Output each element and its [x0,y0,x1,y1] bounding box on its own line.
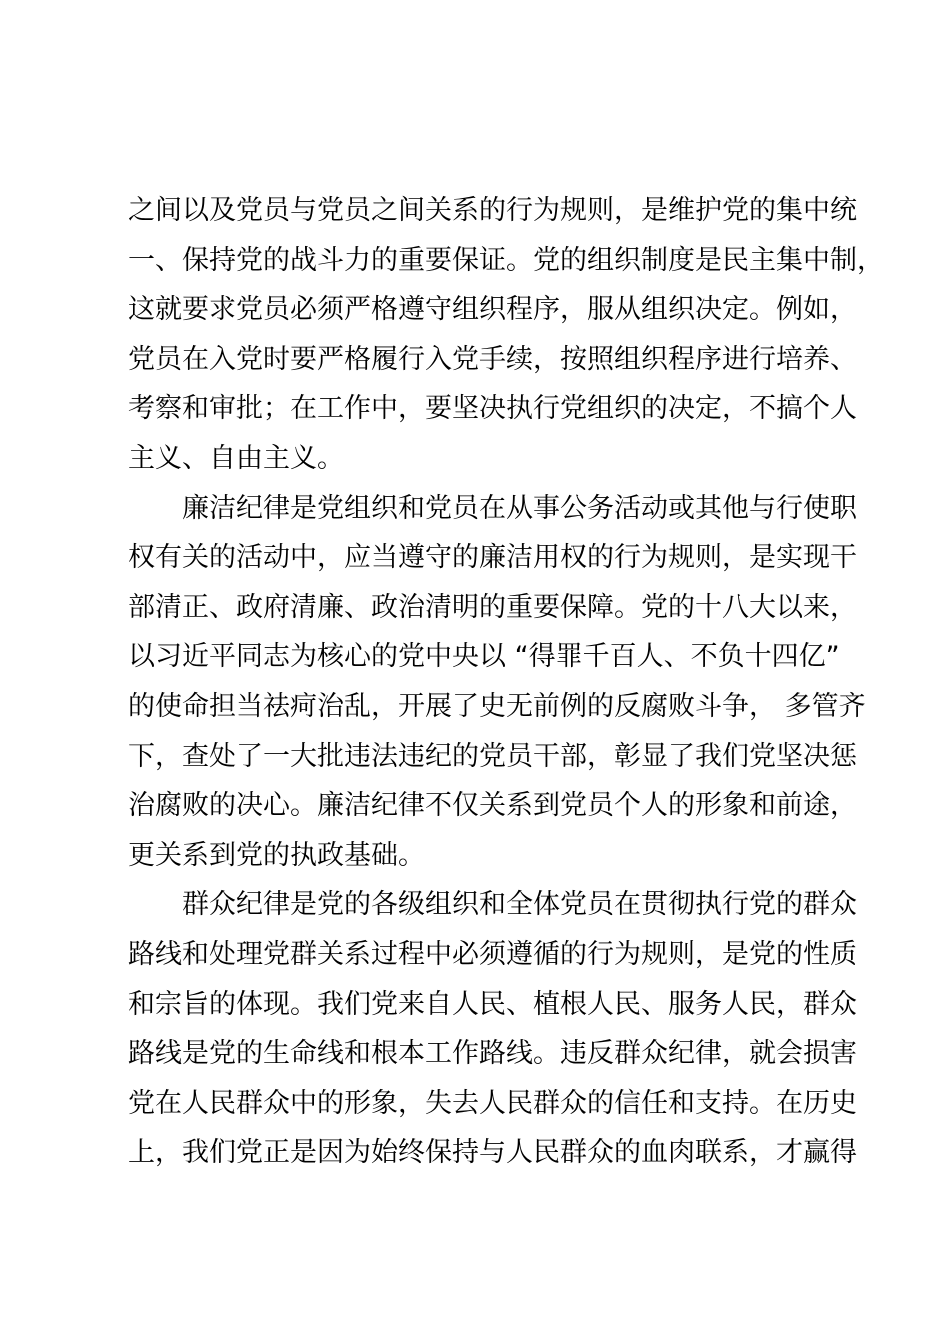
text-line: 群众纪律是党的各级组织和全体党员在贯彻执行党的群众 [182,889,857,921]
text-line: 的使命担当祛疴治乱，开展了史无前例的反腐败斗争， 多管齐 [128,690,866,722]
text-line: 上，我们党正是因为始终保持与人民群众的血肉联系，才赢得 [128,1137,857,1169]
paragraph-mass-discipline [128,880,857,1178]
paragraph-organization-discipline-continuation [128,186,884,484]
paragraph-integrity-discipline [128,484,866,881]
text-line: 路线和处理党群关系过程中必须遵循的行为规则，是党的性质 [128,938,857,970]
text-line: 这就要求党员必须严格遵守组织程序，服从组织决定。例如， [128,294,857,326]
text-line: 之间以及党员与党员之间关系的行为规则，是维护党的集中统 [128,195,857,226]
text-line: 党在人民群众中的形象，失去人民群众的信任和支持。在历史 [128,1087,857,1119]
text-line: 权有关的活动中，应当遵守的廉洁用权的行为规则，是实现干 [128,542,857,574]
text-line: 一、保持党的战斗力的重要保证。党的组织制度是民主集中制， [128,244,884,276]
text-line: 考察和审批；在工作中，要坚决执行党组织的决定，不搞个人 [128,393,857,425]
text-line: 下，查处了一大批违法违纪的党员干部，彰显了我们党坚决惩 [128,740,857,772]
text-line: 党员在入党时要严格履行入党手续，按照组织程序进行培养、 [128,343,857,375]
text-line: 治腐败的决心。廉洁纪律不仅关系到党员个人的形象和前途， [128,790,857,822]
text-line: 更关系到党的执政基础。 [128,839,425,871]
text-line: 路线是党的生命线和根本工作路线。违反群众纪律，就会损害 [128,1038,857,1070]
text-line: 和宗旨的体现。我们党来自人民、植根人民、服务人民，群众 [128,988,857,1020]
text-line: 廉洁纪律是党组织和党员在从事公务活动或其他与行使职 [182,492,857,524]
body-text [128,186,884,1178]
text-line: 部清正、政府清廉、政治清明的重要保障。党的十八大以来， [128,591,857,623]
text-line: 以习近平同志为核心的党中央以 “得罪千百人、不负十四亿” [128,641,840,673]
text-line: 主义、自由主义。 [128,442,344,474]
